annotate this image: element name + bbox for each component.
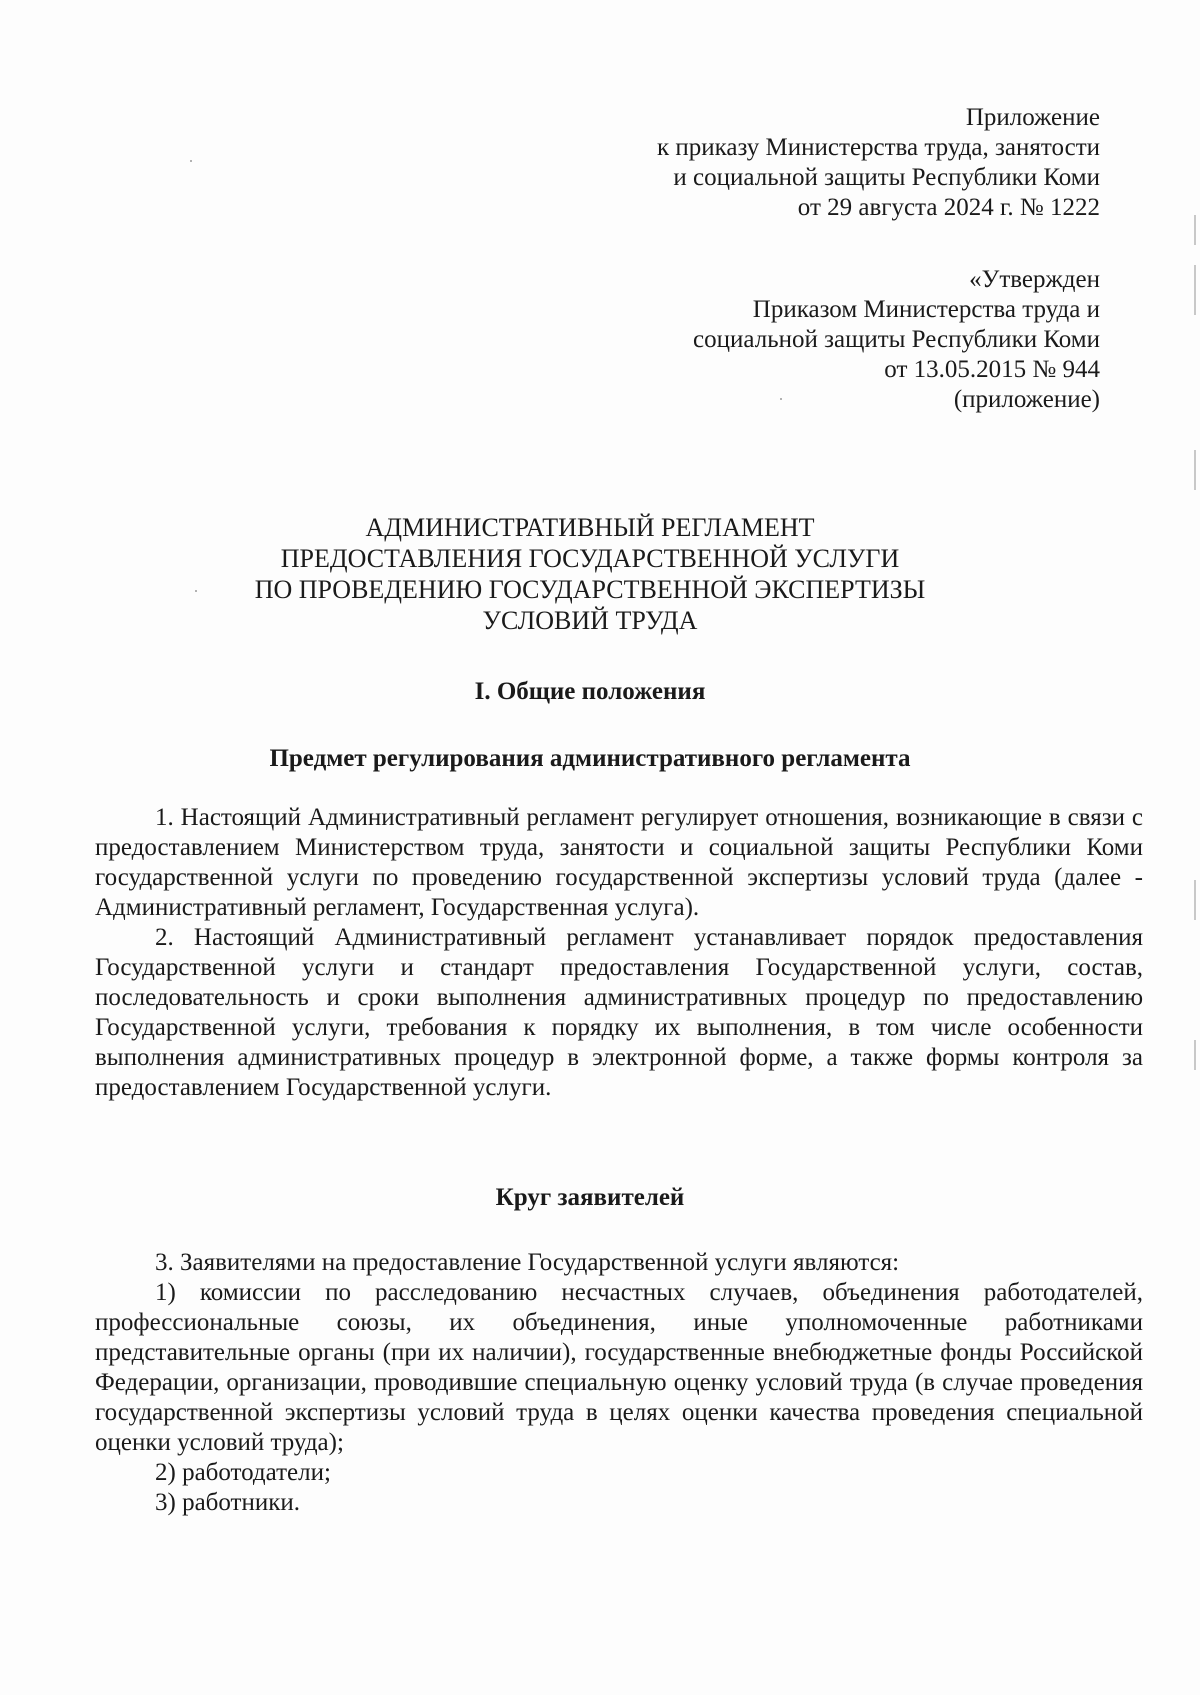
appendix-line: и социальной защиты Республики Коми [673,164,1100,191]
title-line: ПРЕДОСТАВЛЕНИЯ ГОСУДАРСТВЕННОЙ УСЛУГИ [280,544,900,573]
list-item: 3) работники. [155,1489,301,1516]
paragraphs-block [95,803,1143,1103]
title-line: АДМИНИСТРАТИВНЫЙ РЕГЛАМЕНТ [365,513,815,542]
paragraph: 1. Настоящий Административный регламент регулирует отношения, возникающие в связи с предоставлением Министерством труда, занятости и социальной защиты Республики Коми государственной услуги по проведению государственной экспертизы условий труда (далее - Административный регламент, Государственная услуга). [95,804,1143,921]
scan-artifact [190,160,192,162]
document-title [90,512,1090,636]
list-item: 2) работодатели; [155,1459,331,1486]
scan-edge-mark [1194,215,1196,245]
subject-heading: Предмет регулирования административного регламента [269,745,911,772]
approved-line: социальной защиты Республики Коми [693,326,1100,353]
scan-edge-mark [1194,450,1196,490]
scan-edge-mark [1194,880,1196,920]
approved-line: «Утвержден [969,266,1100,293]
title-line: УСЛОВИЙ ТРУДА [482,606,698,635]
applicants-block [95,1248,1143,1518]
appendix-line: Приложение [965,104,1100,131]
approved-line: (приложение) [953,386,1100,413]
applicants-intro: 3. Заявителями на предоставление Государственной услуги являются: [155,1249,900,1276]
title-line: ПО ПРОВЕДЕНИЮ ГОСУДАРСТВЕННОЙ ЭКСПЕРТИЗЫ [254,575,926,604]
approved-block [693,265,1100,415]
scan-edge-mark [1194,265,1196,315]
appendix-line: от 29 августа 2024 г. № 1222 [797,194,1100,221]
scan-edge-mark [1194,1040,1196,1070]
scan-artifact [195,590,197,592]
paragraph: 2. Настоящий Административный регламент устанавливает порядок предоставления Государственной услуги и стандарт предоставления Государственной услуги, состав, последовательность и сроки выполнения административных процедур по предоставлению Государственной услуги, требования к порядку их выполнения, в том числе особенности выполнения административных процедур в электронной форме, а также формы контроля за предоставлением Государственной услуги. [95,924,1143,1101]
approved-line: Приказом Министерства труда и [752,296,1100,323]
appendix-block [657,103,1100,223]
approved-line: от 13.05.2015 № 944 [884,356,1100,383]
section-heading: I. Общие положения [474,678,706,705]
list-item: 1) комиссии по расследованию несчастных случаев, объединения работодателей, профессиональные союзы, их объединения, иные уполномоченные работниками представительные органы (при их наличии), государственные внебюджетные фонды Российской Федерации, организации, проводившие специальную оценку условий труда (в случае проведения государственной экспертизы условий труда в целях оценки качества проведения специальной оценки условий труда); [95,1279,1143,1456]
applicants-heading: Круг заявителей [495,1184,685,1211]
appendix-line: к приказу Министерства труда, занятости [656,134,1100,161]
scan-artifact [780,398,782,400]
